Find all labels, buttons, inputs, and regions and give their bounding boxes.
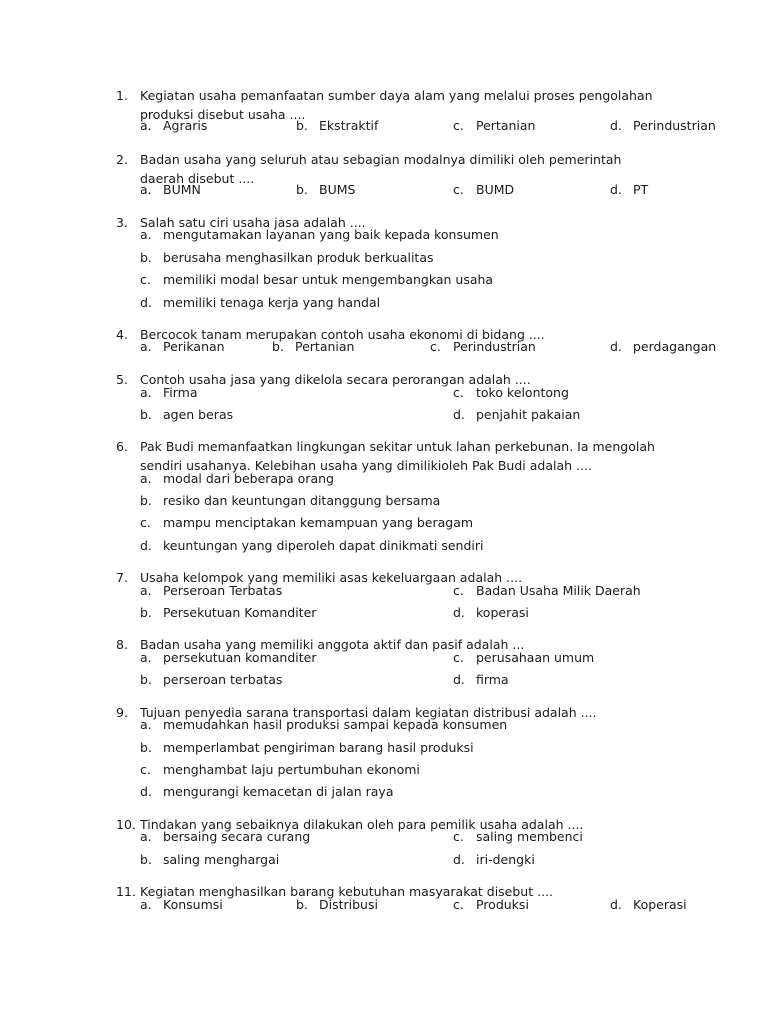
option-text: mengutamakan layanan yang baik kepada konsumen [163,227,499,242]
answer-option[interactable] [453,827,768,847]
option-text: resiko dan keuntungan ditanggung bersama [163,493,441,508]
answer-option[interactable] [140,738,474,758]
option-letter: b. [140,493,152,508]
option-text: memiliki modal besar untuk mengembangkan usaha [163,272,494,287]
question-text: Badan usaha yang seluruh atau sebagian modalnya dimiliki oleh pemerintah daerah disebut .... [140,152,622,186]
option-text: firma [476,672,509,687]
option-letter: c. [453,385,464,400]
answer-option[interactable] [453,405,768,425]
answer-option[interactable] [140,536,484,556]
option-letter: a. [140,471,152,486]
answer-option[interactable] [453,383,768,403]
question-number: 8. [116,637,128,652]
question-text: Contoh usaha jasa yang dikelola secara perorangan adalah .... [140,372,531,387]
option-letter: a. [140,118,152,133]
option-letter: a. [140,829,152,844]
option-letter: a. [140,227,152,242]
question-text: Bercocok tanam merupakan contoh usaha ekonomi di bidang .... [140,327,545,342]
option-text: perseroan terbatas [163,672,283,687]
question-text: Tindakan yang sebaiknya dilakukan oleh para pemilik usaha adalah .... [140,817,584,832]
answer-option[interactable] [140,293,460,313]
option-text: Distribusi [319,897,378,912]
option-text: menghambat laju pertumbuhan ekonomi [163,762,420,777]
answer-option[interactable] [610,116,768,136]
option-text: BUMD [476,182,515,197]
option-text: saling membenci [476,829,583,844]
question-text: Kegiatan menghasilkan barang kebutuhan masyarakat disebut .... [140,884,553,899]
question-number: 2. [116,152,128,167]
option-letter: a. [140,385,152,400]
question-number: 5. [116,372,128,387]
option-letter: c. [453,897,464,912]
option-text: PT [633,182,649,197]
answer-option[interactable] [140,581,460,601]
option-text: Agraris [163,118,208,133]
answer-option[interactable] [610,180,768,200]
option-letter: c. [140,762,151,777]
option-letter: d. [140,295,152,310]
option-text: Badan Usaha Milik Daerah [476,583,641,598]
option-text: toko kelontong [476,385,569,400]
question-number: 10. [116,817,136,832]
question-text: Salah satu ciri usaha jasa adalah .... [140,215,366,230]
option-text: memiliki tenaga kerja yang handal [163,295,381,310]
option-letter: c. [453,650,464,665]
option-letter: d. [453,407,465,422]
option-letter: d. [453,605,465,620]
option-text: BUMN [163,182,201,197]
option-letter: d. [140,538,152,553]
option-text: Pertanian [295,339,355,354]
answer-option[interactable] [453,648,768,668]
option-letter: d. [453,852,465,867]
option-text: Perindustrian [453,339,536,354]
answer-option[interactable] [140,850,460,870]
answer-option[interactable] [140,248,460,268]
option-text: saling menghargai [163,852,280,867]
question-number: 9. [116,705,128,720]
option-letter: b. [140,407,152,422]
option-letter: d. [610,339,622,354]
option-letter: c. [453,829,464,844]
option-text: mengurangi kemacetan di jalan raya [163,784,394,799]
answer-option[interactable] [140,270,494,290]
option-letter: b. [272,339,284,354]
option-letter: b. [140,852,152,867]
option-text: memperlambat pengiriman barang hasil produksi [163,740,474,755]
answer-option[interactable] [140,648,460,668]
option-letter: d. [610,118,622,133]
option-letter: b. [296,897,308,912]
option-text: Ekstraktif [319,118,379,133]
answer-option[interactable] [140,469,460,489]
answer-option[interactable] [140,225,499,245]
question-number: 7. [116,570,128,585]
option-letter: c. [453,118,464,133]
option-text: iri-dengki [476,852,535,867]
answer-option[interactable] [140,760,460,780]
answer-option[interactable] [140,782,460,802]
option-text: persekutuan komanditer [163,650,317,665]
option-letter: d. [140,784,152,799]
option-letter: a. [140,650,152,665]
option-letter: b. [296,182,308,197]
option-letter: c. [140,272,151,287]
option-letter: b. [140,250,152,265]
option-text: Produksi [476,897,529,912]
option-text: penjahit pakaian [476,407,581,422]
question-text: Pak Budi memanfaatkan lingkungan sekitar untuk lahan perkebunan. Ia mengolah sendiri usahanya. Kelebihan usaha yang dimilikioleh Pak Budi adalah .... [140,439,655,473]
option-letter: b. [140,605,152,620]
option-letter: b. [296,118,308,133]
option-letter: d. [610,182,622,197]
option-letter: c. [140,515,151,530]
option-text: berusaha menghasilkan produk berkualitas [163,250,434,265]
answer-option[interactable] [453,670,768,690]
answer-option[interactable] [610,337,768,357]
option-letter: b. [140,672,152,687]
option-text: Perikanan [163,339,225,354]
option-letter: c. [453,182,464,197]
option-letter: b. [140,740,152,755]
option-letter: a. [140,182,152,197]
option-letter: a. [140,339,152,354]
option-letter: d. [453,672,465,687]
answer-option[interactable] [140,715,508,735]
question-number: 6. [116,439,128,454]
question-text: Tujuan penyedia sarana transportasi dalam kegiatan distribusi adalah .... [140,705,597,720]
option-text: Perindustrian [633,118,716,133]
option-letter: a. [140,583,152,598]
option-text: koperasi [476,605,529,620]
option-letter: d. [610,897,622,912]
option-letter: c. [430,339,441,354]
option-text: Firma [163,385,198,400]
option-letter: a. [140,717,152,732]
option-letter: a. [140,897,152,912]
option-text: Konsumsi [163,897,223,912]
option-text: Koperasi [633,897,687,912]
option-text: mampu menciptakan kemampuan yang beragam [163,515,474,530]
answer-option[interactable] [140,513,474,533]
option-text: BUMS [319,182,356,197]
answer-option[interactable] [610,895,768,915]
option-text: keuntungan yang diperoleh dapat dinikmati sendiri [163,538,484,553]
option-text: bersaing secara curang [163,829,311,844]
option-text: agen beras [163,407,234,422]
answer-option[interactable] [453,850,768,870]
option-text: memudahkan hasil produksi sampai kepada konsumen [163,717,508,732]
question-text: Kegiatan usaha pemanfaatan sumber daya alam yang melalui proses pengolahan produksi disebut usaha .... [140,88,653,122]
question-number: 1. [116,88,128,103]
question-number: 3. [116,215,128,230]
answer-option[interactable] [140,827,460,847]
answer-option[interactable] [453,581,768,601]
option-text: modal dari beberapa orang [163,471,334,486]
option-text: Pertanian [476,118,536,133]
question-text: Usaha kelompok yang memiliki asas kekeluargaan adalah .... [140,570,523,585]
option-text: Persekutuan Komanditer [163,605,317,620]
option-text: perdagangan [633,339,717,354]
option-text: perusahaan umum [476,650,595,665]
question-number: 4. [116,327,128,342]
answer-option[interactable] [140,405,460,425]
question-number: 11. [116,884,136,899]
option-letter: c. [453,583,464,598]
answer-option[interactable] [140,491,460,511]
question-text: Badan usaha yang memiliki anggota aktif dan pasif adalah ... [140,637,525,652]
answer-option[interactable] [453,603,768,623]
answer-option[interactable] [140,603,460,623]
option-text: Perseroan Terbatas [163,583,283,598]
answer-option[interactable] [140,670,460,690]
answer-option[interactable] [140,383,460,403]
